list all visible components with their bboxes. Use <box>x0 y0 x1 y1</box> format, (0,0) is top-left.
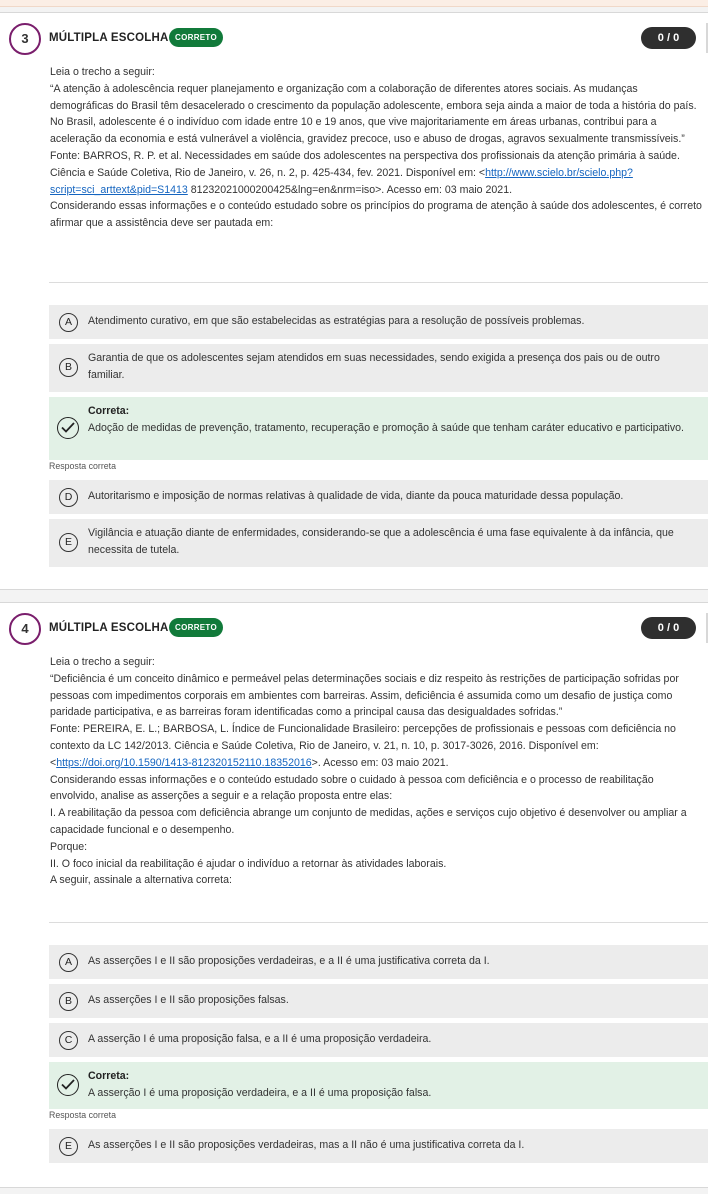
option-b[interactable] <box>49 984 708 1018</box>
statement-ask: A seguir, assinale a alternativa correta: <box>50 874 232 887</box>
status-badge: CORRETO <box>169 28 223 47</box>
question-number: 3 <box>9 23 41 55</box>
correct-text: Adoção de medidas de prevenção, tratamento, recuperação e promoção à saúde que tenham caráter educativo e participativo. <box>88 421 684 434</box>
statement-quote: “A atenção à adolescência requer planejamento e organização com a colaboração de diferentes atores sociais. As mudanças demográficas do Brasil têm desacelerado o crescimento da população adolescente, embora seja ainda a maior de toda a história do país. No Brasil, adolescente é o indivíduo com idade entre 10 e 19 anos, que vive majoritariamente em áreas urbanas, contribui para a aceleração da economia e está vulnerável a violência, gravidez precoce, uso e abuso de drogas, agravos sexualmente transmissíveis.” <box>50 82 697 146</box>
option-text: Garantia de que os adolescentes sejam atendidos em suas necessidades, sendo exigida a presença dos pais ou de outro familiar. <box>88 352 660 381</box>
source-link[interactable]: http://www.scielo.br/scielo.php?script=sci_arttext&pid=S1413 <box>50 166 633 196</box>
source-text: Fonte: PEREIRA, E. L.; BARBOSA, L. Índice de Funcionalidade Brasileiro: percepções de profissionais e pessoas com deficiência no contexto da LC 142/2013. Ciência e Saúde Coletiva, Rio de Janeiro, v. 21, n. 10, p. 3017-3026, 2016. Disponível em: < <box>50 723 676 769</box>
correct-label: Correta: <box>88 1070 130 1082</box>
option-c-correct[interactable] <box>49 397 708 460</box>
statement-quote: “Deficiência é um conceito dinâmico e permeável pelas determinações sociais e diz respeito às restrições de participação sofridas por pessoas com impedimentos corporais em ambientes com barreiras. Assim, deficiência é assumida como um desafio de justiça como paridade participativa, e as barreiras foram identificadas como a principal causa das desigualdades sofridas.” <box>50 672 679 719</box>
option-text <box>88 403 698 437</box>
option-letter: C <box>59 1031 78 1050</box>
option-text: A asserção I é uma proposição falsa, e a II é uma proposição verdadeira. <box>88 1033 432 1045</box>
option-c[interactable] <box>49 1023 708 1057</box>
option-letter: B <box>59 992 78 1011</box>
source-link[interactable]: https://doi.org/10.1590/1413-812320152110.18352016 <box>56 756 312 769</box>
statement-intro: Leia o trecho a seguir: <box>50 656 155 668</box>
separator <box>49 922 708 923</box>
statement-intro: Leia o trecho a seguir: <box>50 66 155 78</box>
score-pill: 0 / 0 <box>641 617 696 639</box>
top-bar <box>0 0 708 7</box>
assertion-1: I. A reabilitação da pessoa com deficiência abrange um conjunto de medidas, ações e serviços cujo objetivo é desenvolver ou ampliar a capacidade funcional e o desempenho. <box>50 807 687 836</box>
assertion-2: II. O foco inicial da reabilitação é ajudar o indivíduo a retornar às atividades laborais. <box>50 857 447 870</box>
source-text-end: >. Acesso em: 03 maio 2021. <box>311 756 449 769</box>
option-text: As asserções I e II são proposições verdadeiras, mas a II não é uma justificativa correta da I. <box>88 1139 525 1151</box>
question-type: MÚLTIPLA ESCOLHA <box>49 622 169 634</box>
option-e[interactable] <box>49 1129 708 1163</box>
question-statement <box>50 64 702 232</box>
option-letter: D <box>59 488 78 507</box>
score-pill: 0 / 0 <box>641 27 696 49</box>
answer-feedback: Resposta correta <box>49 1110 116 1120</box>
question-type: MÚLTIPLA ESCOLHA <box>49 32 169 44</box>
option-letter: A <box>59 313 78 332</box>
question-number: 4 <box>9 613 41 645</box>
option-d-correct[interactable] <box>49 1062 708 1109</box>
check-icon <box>57 1074 79 1096</box>
option-letter: A <box>59 953 78 972</box>
source-text: Fonte: BARROS, R. P. et al. Necessidades em saúde dos adolescentes na perspectiva dos profissionais da atenção primária à saúde. Ciência e Saúde Coletiva, Rio de Janeiro, v. 26, n. 2, p. 425-434, fev. 2021. Disponível em: < <box>50 149 680 179</box>
option-letter: B <box>59 358 78 377</box>
option-text: Vigilância e atuação diante de enfermidades, considerando-se que a adolescência é uma fase equivalente à da infância, que necessita de tutela. <box>88 527 674 556</box>
option-d[interactable] <box>49 480 708 514</box>
option-text: Atendimento curativo, em que são estabelecidas as estratégias para a resolução de possíveis problemas. <box>88 315 585 327</box>
correct-label: Correta: <box>88 405 130 417</box>
question-card-4 <box>0 602 708 1188</box>
option-letter: E <box>59 533 78 552</box>
question-card-3 <box>0 12 708 590</box>
statement-prompt: Considerando essas informações e o conteúdo estudado sobre o cuidado à pessoa com deficiência e o processo de reabilitação envolvido, analise as asserções a seguir e a relação proposta entre elas: <box>50 773 654 803</box>
option-text: As asserções I e II são proposições falsas. <box>88 994 289 1006</box>
question-statement <box>50 654 702 889</box>
source-text-end: 81232021000200425&lng=en&nrm=iso>. Acesso em: 03 maio 2021. <box>187 183 513 196</box>
porque-label: Porque: <box>50 840 88 853</box>
option-text: Autoritarismo e imposição de normas relativas à qualidade de vida, diante da pouca maturidade dessa população. <box>88 490 624 502</box>
check-icon <box>57 417 79 439</box>
option-letter: E <box>59 1137 78 1156</box>
answer-feedback: Resposta correta <box>49 461 116 471</box>
separator <box>49 282 708 283</box>
statement-prompt: Considerando essas informações e o conteúdo estudado sobre os princípios do programa de atenção à saúde dos adolescentes, é correto afirmar que a assistência deve ser pautada em: <box>50 200 702 230</box>
option-text <box>88 1068 698 1102</box>
option-a[interactable] <box>49 945 708 979</box>
option-a[interactable] <box>49 305 708 339</box>
option-e[interactable] <box>49 519 708 567</box>
statement-source <box>50 148 702 198</box>
statement-source <box>50 721 702 771</box>
correct-text: A asserção I é uma proposição verdadeira, e a II é uma proposição falsa. <box>88 1086 432 1099</box>
option-b[interactable] <box>49 344 708 392</box>
option-text: As asserções I e II são proposições verdadeiras, e a II é uma justificativa correta da I. <box>88 955 490 967</box>
status-badge: CORRETO <box>169 618 223 637</box>
